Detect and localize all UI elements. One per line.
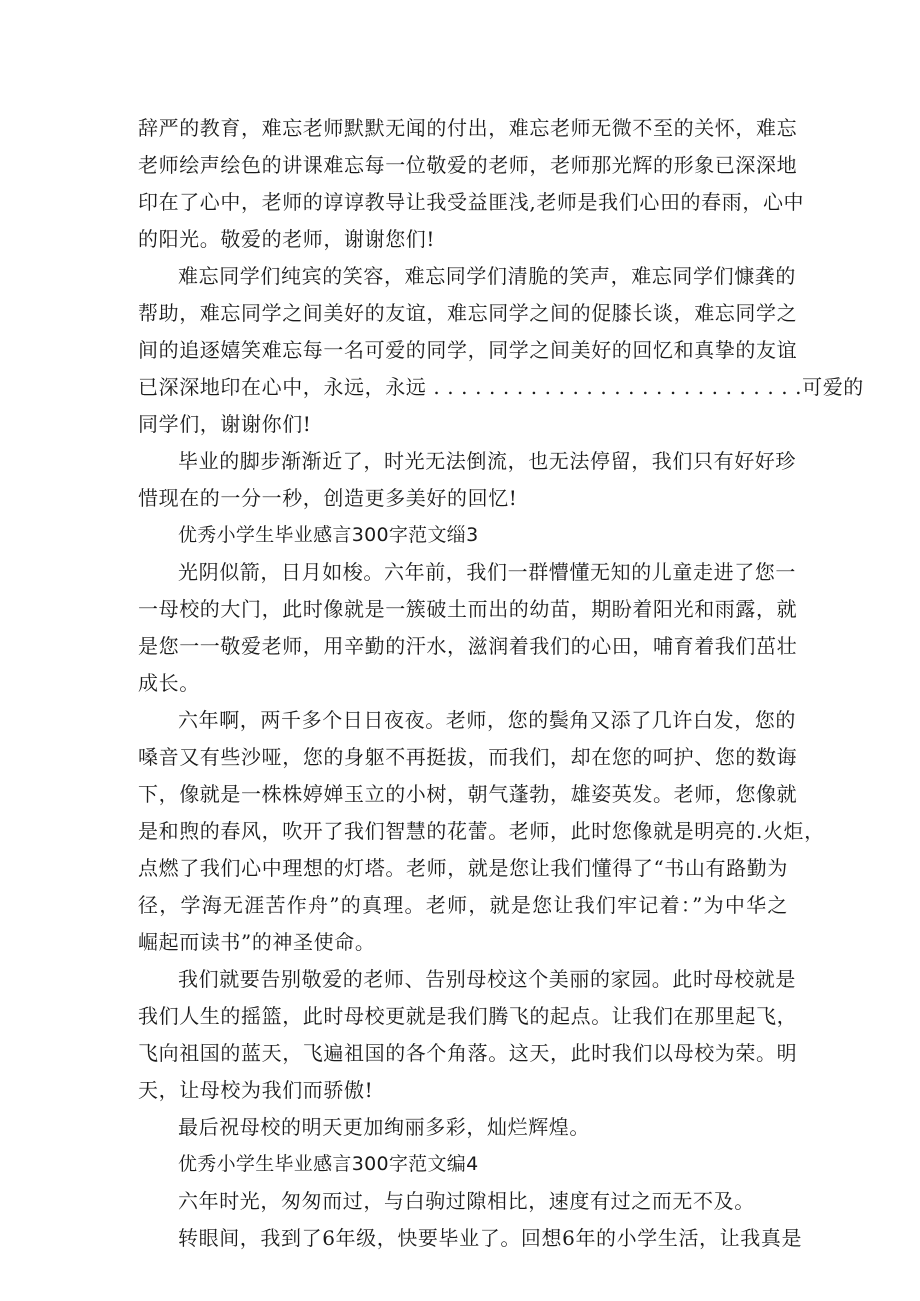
text-line: 最后祝母校的明天更加绚丽多彩，灿烂辉煌。 (178, 1115, 590, 1139)
text-line: 是和煦的春风，吹开了我们智慧的花蕾。老师，此时您像就是明亮的.火炬， (138, 819, 825, 843)
text-line: 成长。 (138, 671, 200, 695)
text-line: 崛起而读书”的神圣使命。 (138, 930, 376, 954)
text-line: 嗓音又有些沙哑，您的身躯不再挺拔，而我们，却在您的呵护、您的数诲 (138, 745, 798, 769)
text-line: 老师绘声绘色的讲课难忘每一位敬爱的老师，老师那光辉的形象已深深地 (138, 153, 798, 177)
text-line: 惜现在的一分一秒，创造更多美好的回忆! (138, 486, 518, 510)
text-line: 已深深地印在心中，永远，永远 . . . . . . . . . . . . . . . . . . . . . . . . . . .可爱的 (138, 375, 864, 399)
text-line: 是您一一敬爱老师，用辛勤的汗水，滋润着我们的心田，哺育着我们茁壮 (138, 634, 798, 658)
text-line: 帮助，难忘同学之间美好的友谊，难忘同学之间的促膝长谈，难忘同学之 (138, 301, 798, 325)
text-line: 我们人生的摇篮，此时母校更就是我们腾飞的起点。让我们在那里起飞， (138, 1004, 798, 1028)
text-line: 转眼间，我到了6年级，快要毕业了。回想6年的小学生活，让我真是 (178, 1226, 803, 1250)
text-line: 径，学海无涯苦作舟”的真理。老师，就是您让我们牢记着：”为中华之 (138, 893, 788, 917)
text-line: 点燃了我们心中理想的灯塔。老师，就是您让我们懂得了“书山有路勤为 (138, 856, 788, 880)
text-line: 印在了心中，老师的谆谆教导让我受益匪浅,老师是我们心田的春雨，心中 (138, 190, 805, 214)
text-line: 同学们，谢谢你们! (138, 412, 312, 436)
text-line: 毕业的脚步渐渐近了，时光无法倒流，也无法停留，我们只有好好珍 (178, 449, 796, 473)
section-heading: 优秀小学生毕业感言300字范文编4 (178, 1153, 479, 1175)
text-line: 间的追逐嬉笑难忘每一名可爱的同学，同学之间美好的回忆和真挚的友谊 (138, 338, 798, 362)
text-line: 难忘同学们纯宾的笑容，难忘同学们清脆的笑声，难忘同学们慷龚的 (178, 264, 796, 288)
text-line: 六年时光，匆匆而过，与白驹过隙相比，速度有过之而无不及。 (178, 1189, 755, 1213)
text-line: 六年啊，两千多个日日夜夜。老师，您的鬓角又添了几许白发，您的 (178, 708, 796, 732)
section-heading: 优秀小学生毕业感言300字范文缁3 (178, 524, 479, 546)
text-line: 飞向祖国的蓝天，飞遍祖国的各个角落。这天，此时我们以母校为荣。明 (138, 1041, 798, 1065)
text-line: 光阴似箭，日月如梭。六年前，我们一群懵懂无知的儿童走进了您一 (178, 560, 796, 584)
text-line: 我们就要告别敬爱的老师、告别母校这个美丽的家园。此时母校就是 (178, 967, 796, 991)
text-line: 一母校的大门，此时像就是一簇破土而出的幼苗，期盼着阳光和雨露，就 (138, 597, 798, 621)
text-line: 辞严的教育，难忘老师默默无闻的付出，难忘老师无微不至的关怀，难忘 (138, 116, 798, 140)
text-line: 的阳光。敬爱的老师，谢谢您们! (138, 227, 436, 251)
text-line: 下，像就是一株株婷婵玉立的小树，朝气蓬勃，雄姿英发。老师，您像就 (138, 782, 798, 806)
text-line: 天，让母校为我们而骄傲! (138, 1078, 374, 1102)
